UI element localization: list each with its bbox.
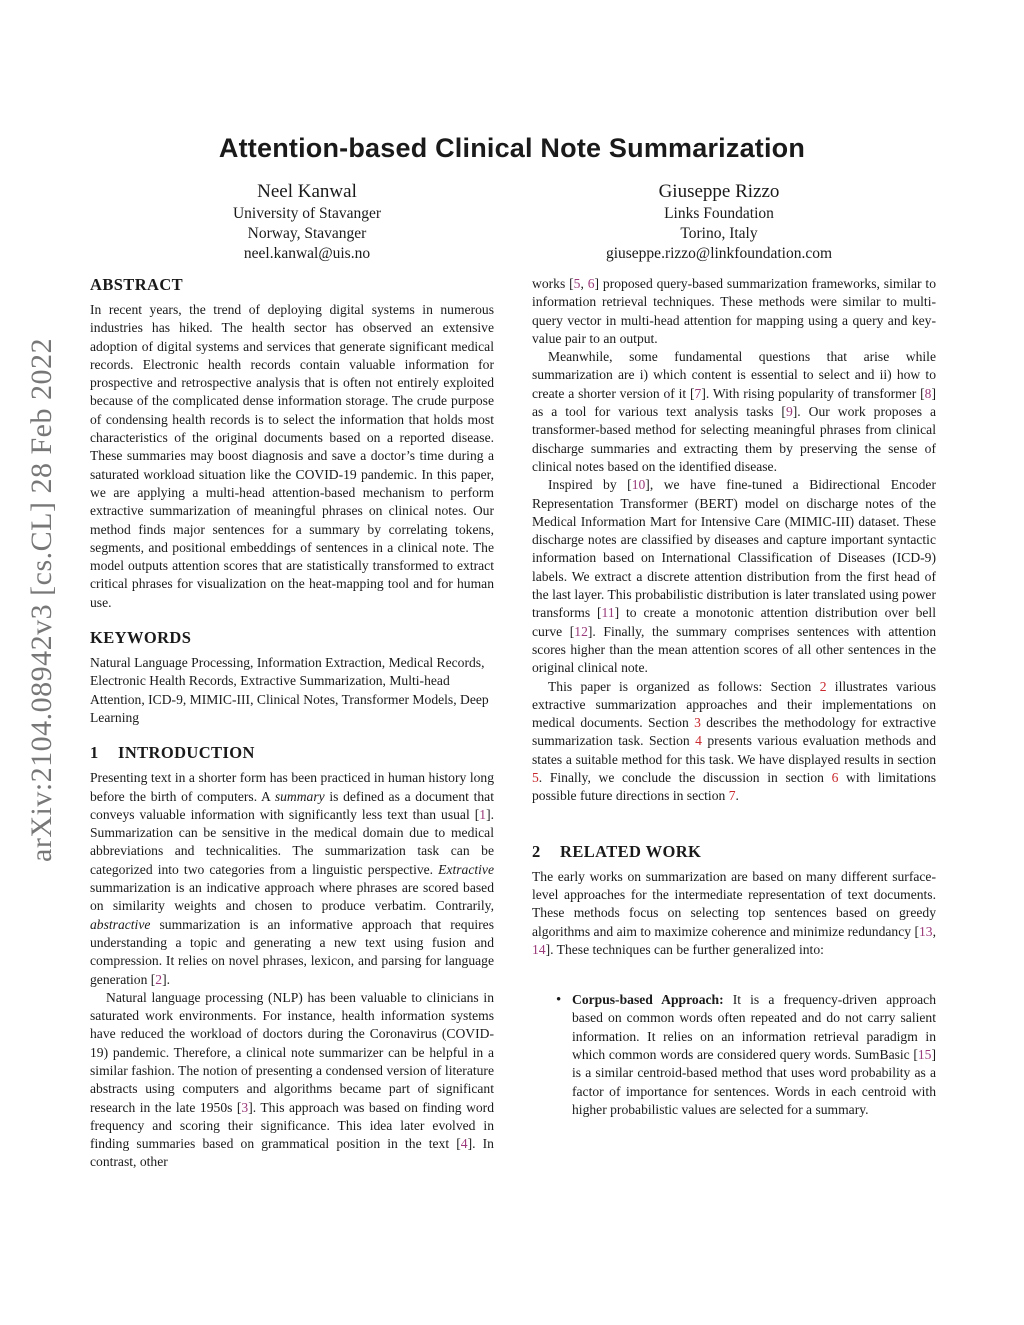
section-title: INTRODUCTION [118,743,255,763]
right-column [532,275,936,1119]
citation-link[interactable]: 2 [155,971,163,987]
list-item [532,991,936,1119]
paper-title: Attention-based Clinical Note Summarization [218,133,806,163]
author-block-2 [519,180,919,264]
intro-paragraph-6: This paper is organized as follows: Section 2 illustrates various extractive summarization approaches and their implementations on medical documents. Section 3 describes the methodology for extractive summarization task. Section 4 presents various evaluation methods and states a suitable method for this task. We have displayed results in section 5. Finally, we conclude the discussion in section 6 with limitations possible future directions in section 7. [532,678,937,804]
section-number: 1 [90,743,99,763]
citation-link[interactable]: 8 [924,385,932,401]
author-location: Torino, Italy [680,225,758,242]
citation-link[interactable]: 7 [694,385,702,401]
author-affiliation: Links Foundation [664,205,774,222]
keywords-heading: KEYWORDS [90,628,192,648]
section-link[interactable]: 3 [694,715,701,731]
author-block-1 [107,180,507,264]
intro-paragraph-4: Meanwhile, some fundamental questions that arise while summarization are i) which content is essential to select and ii) how to create a shorter version of it [7]. With rising popularity of transformer [8] as a tool for various text analysis tasks [9]. Our work proposes a transformer-based method for selecting meaningful phrases from clinical discharge summaries and extracting them by preserving the sense of clinical notes based on the identified disease. [532,349,936,474]
intro-paragraph-3: works [5, 6] proposed query-based summarization frameworks, similar to information retrieval techniques. These methods were similar to multi-query vector in multi-head attention for mapping using a query and key-value pair to an output. [532,276,937,346]
citation-link[interactable]: 6 [587,276,595,291]
section-link[interactable]: 2 [819,678,827,694]
approach-list [532,991,936,1119]
keywords-text: Natural Language Processing, Information Extraction, Medical Records, Electronic Health Records, Extractive Summarization, Multi-head Attention, ICD-9, MIMIC-III, Clinical Notes, Transformer Models, Deep Learning [90,655,489,725]
abstract-text: In recent years, the trend of deploying digital systems in numerous industries has hiked. The health sector has observed an extensive adoption of digital systems and services that generate significant medical records. Electronic health records contain valuable information for prospective and retrospective analysis that is often not entirely exploited because of the complicated dense information storage. The crude purpose of condensing health records is to select the information that holds most characteristics of the original documents based on a reported disease. These summaries may boost diagnosis and save a doctor’s time during a saturated workload situation like the COVID-19 pandemic. In this paper, we are applying a multi-head attention-based mechanism to perform extractive summarization of meaningful phrases on clinical notes. Our method finds major sentences for a summary by correlating tokens, segments, and positional embeddings of sentences in a clinical note. The model outputs attention scores that are statistically transformed to extract critical phrases for visualization on the heat-mapping tool and for human use. [90,302,494,610]
section-link[interactable]: 7 [728,788,736,804]
related-paragraph-1: The early works on summarization are based on many different surface-level approaches for the intermediate representation of text documents. These methods focus on selecting top sentences based on greedy algorithms and aim to maximize coherence and minimize redundancy [13, 14]. These techniques can be further generalized into: [532,868,936,957]
citation-link[interactable]: 5 [573,276,581,291]
author-name: Neel Kanwal [257,181,357,202]
corpus-approach-text: • Corpus-based Approach: It is a frequency-driven approach based on common words often repeated and do not carry salient information. It relies on an information retrieval paradigm in which common words are considered query words. SumBasic [15] is a similar centroid-based method that uses word probability as a factor of importance for sentences. Words in each centroid with higher probabilistic values are selected for a summary. [572,992,936,1117]
author-name: Giuseppe Rizzo [658,181,780,202]
intro-paragraph-5: Inspired by [10], we have fine-tuned a Bidirectional Encoder Representation Transformer (BERT) model on discharge notes of the Medical Information Mart for Intensive Care (MIMIC-III) dataset. These discharge notes are classified by diseases and capture important syntactic information based on International Classification of Diseases (ICD-9) labels. We extract a discrete attention distribution from the first head of the last layer. This probabilistic distribution is later translated using power transforms [11] to create a monotonic attention distribution over bell curve [12]. Finally, the summary comprises sentences with attention scores higher than the mean attention scores of all other sentences in the original clinical note. [532,477,936,676]
left-column [90,275,494,1172]
author-affiliation: University of Stavanger [232,205,382,222]
citation-link[interactable]: 9 [785,404,793,420]
citation-link[interactable]: 3 [241,1099,249,1115]
citation-link[interactable]: 4 [460,1136,468,1152]
arxiv-identifier: arXiv:2104.08942v3 [cs.CL] 28 Feb 2022 [25,338,59,862]
citation-link[interactable]: 12 [574,623,588,639]
bullet-label: Corpus-based Approach: [572,992,724,1008]
citation-link[interactable]: 13 [919,923,933,939]
citation-link[interactable]: 15 [917,1046,932,1062]
section-link[interactable]: 6 [831,770,839,786]
abstract-heading: ABSTRACT [90,275,184,294]
intro-paragraph-2: Natural language processing (NLP) has been valuable to clinicians in saturated work environments. For instance, health information systems have reduced the workload of doctors during the Coronavirus (COVID-19) pandemic. Therefore, a clinical note summarizer can be helpful in a similar fashion. The notion of presenting a condensed version of literature abstracts using computers and algorithms became part of significant research in the late 1950s [3]. This approach was based on finding word frequency and scoring their significance. This idea later evolved in finding summaries based on grammatical position in the text [4]. In contrast, other [90,989,495,1170]
section-link[interactable]: 4 [695,733,702,749]
author-email: giuseppe.rizzo@linkfoundation.com [605,245,833,262]
section-link[interactable]: 5 [532,770,539,786]
citation-link[interactable]: 1 [479,806,487,822]
section-number: 2 [532,841,541,861]
citation-link[interactable]: 10 [631,477,646,493]
section-heading-introduction [90,743,494,763]
section-title: RELATED WORK [560,841,702,861]
citation-link[interactable]: 11 [601,605,615,621]
intro-paragraph-1: Presenting text in a shorter form has been practiced in human history long before the birth of computers. A summary is defined as a document that conveys valuable information with significantly less text than usual [1]. Summarization can be sensitive in the medical domain due to medical abbreviations and technicalities. The summarization task can be categorized into two categories from a linguistic perspective. Extractive summarization is an indicative approach where phrases are scored based on similarity weights and chosen to produce verbatim. Contrarily, abstractive summarization is an informative approach that requires understanding a topic and generating a new text using fusion and compression. It relies on novel phrases, lexicon, and parsing for language generation [2]. [90,770,494,987]
citation-link[interactable]: 14 [532,941,546,957]
author-email: neel.kanwal@uis.no [243,245,371,262]
author-location: Norway, Stavanger [247,225,367,242]
section-heading-related-work [532,842,936,862]
